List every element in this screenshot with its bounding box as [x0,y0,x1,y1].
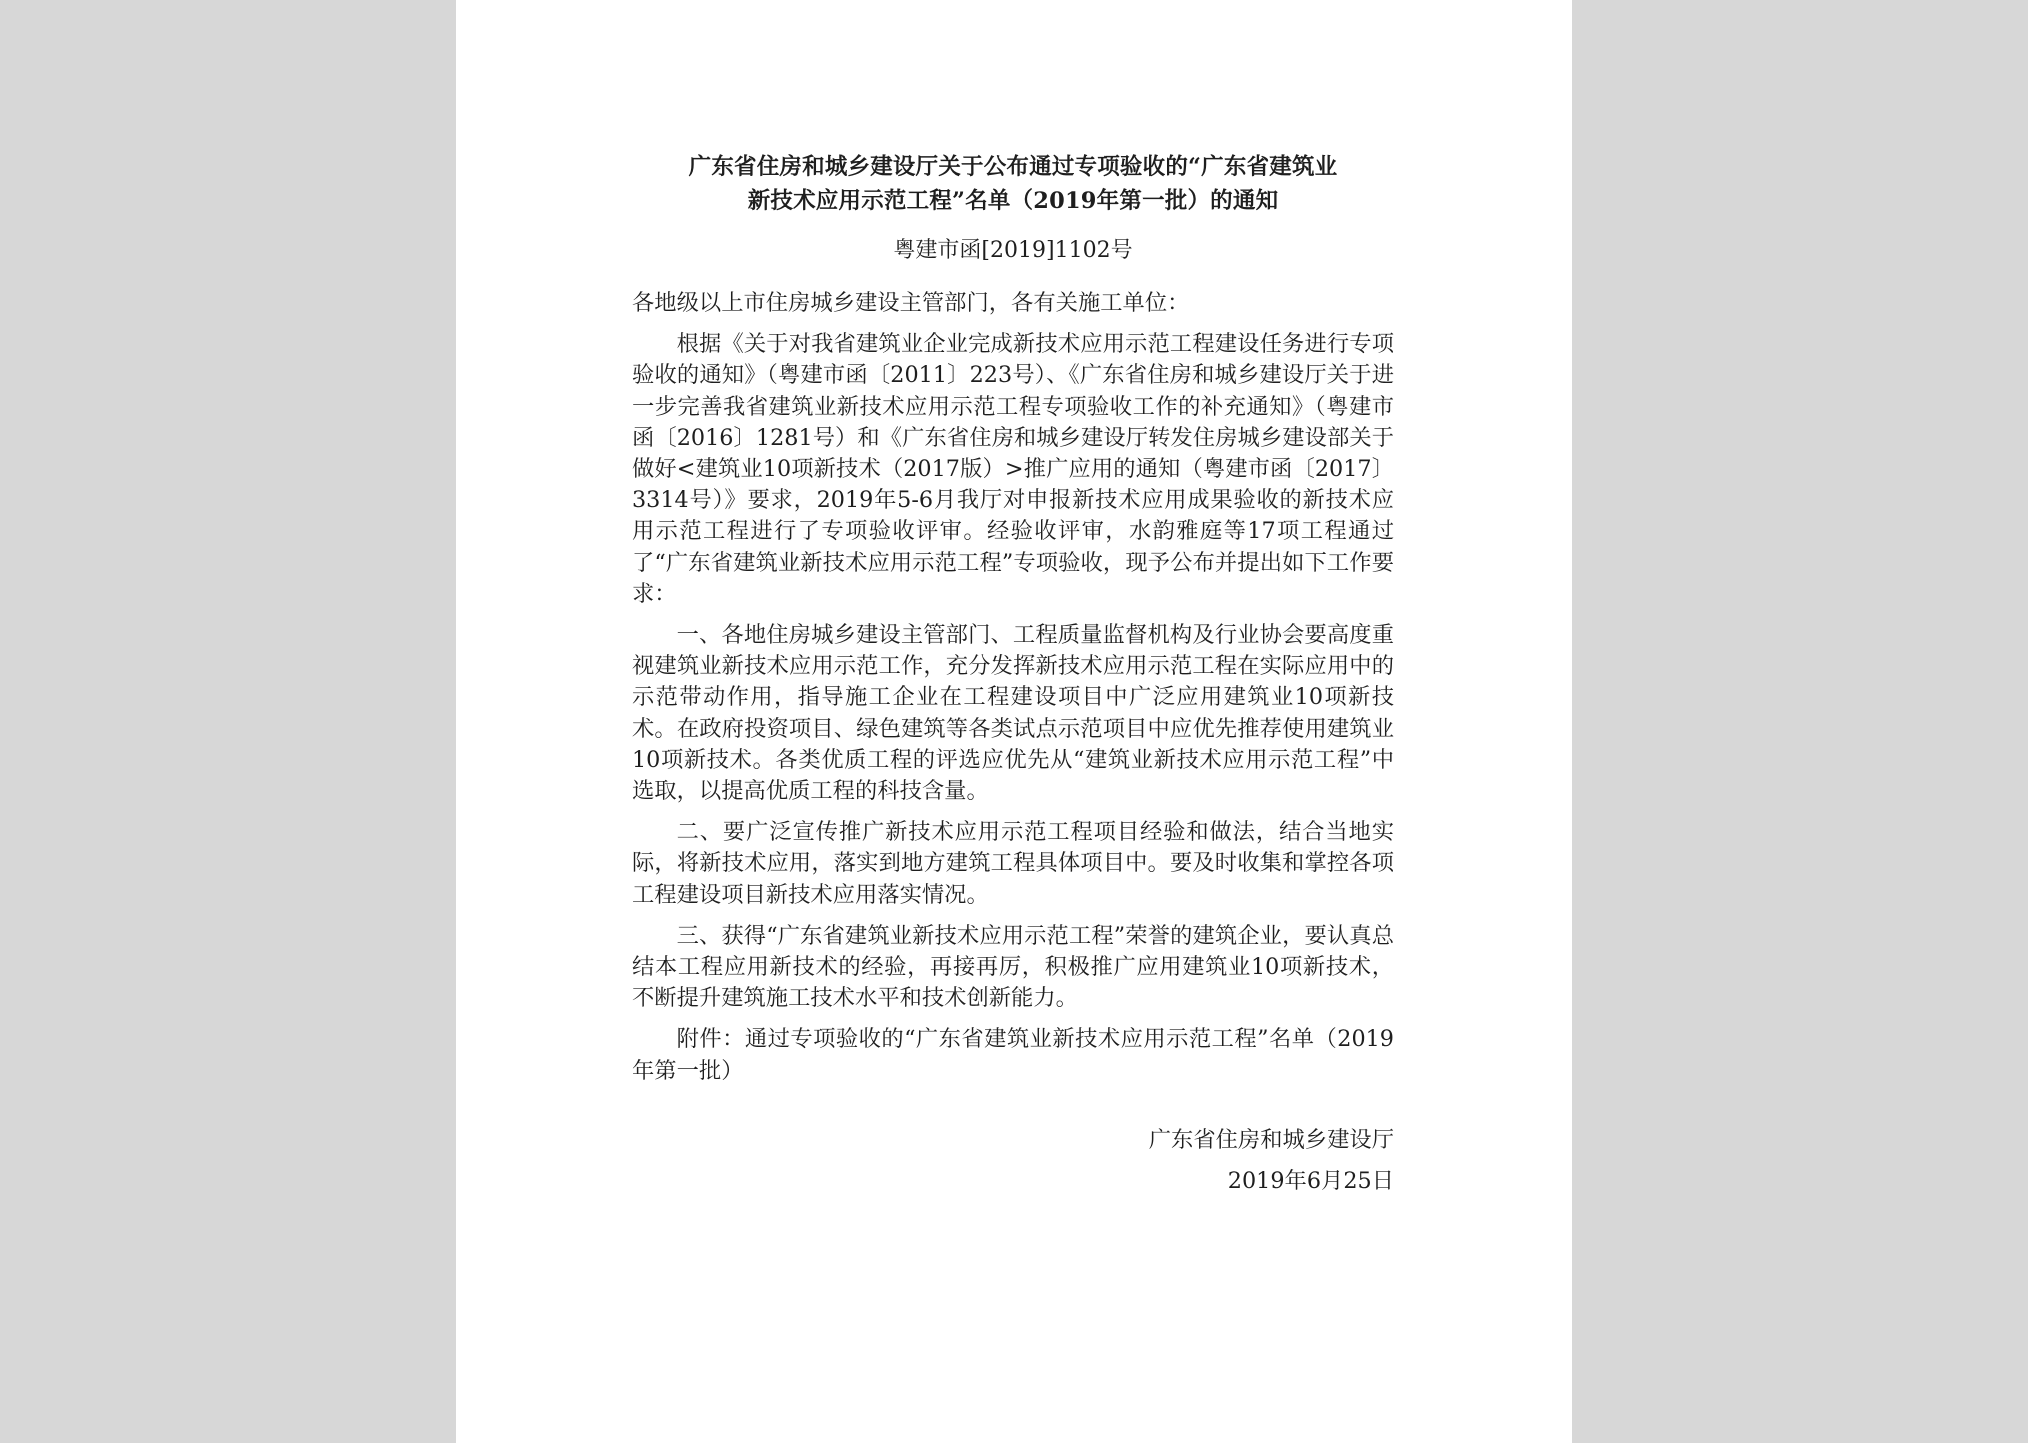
paragraph-requirement-2: 二、要广泛宣传推广新技术应用示范工程项目经验和做法，结合当地实际，将新技术应用，落实到地方建筑工程具体项目中。要及时收集和掌控各项工程建设项目新技术应用落实情况。 [632,819,1394,908]
title-line-1: 广东省住房和城乡建设厅关于公布通过专项验收的“广东省建筑业 [688,154,1338,180]
title-line-2: 新技术应用示范工程”名单（2019年第一批）的通知 [747,188,1279,214]
salutation: 各地级以上市住房城乡建设主管部门，各有关施工单位： [632,290,1190,316]
issue-date: 2019年6月25日 [1227,1167,1394,1194]
document-number: 粤建市函[2019]1102号 [893,238,1133,263]
document-content [632,150,1394,1197]
paragraph-attachment: 附件：通过专项验收的“广东省建筑业新技术应用示范工程”名单（2019年第一批） [632,1026,1394,1084]
paragraph-requirement-1: 一、各地住房城乡建设主管部门、工程质量监督机构及行业协会要高度重视建筑业新技术应用示范工作，充分发挥新技术应用示范工程在实际应用中的示范带动作用，指导施工企业在工程建设项目中广泛应用建筑业10项新技术。在政府投资项目、绿色建筑等各类试点示范项目中应优先推荐使用建筑业10项新技术。各类优质工程的评选应优先从“建筑业新技术应用示范工程”中选取，以提高优质工程的科技含量。 [632,622,1394,805]
paragraph-requirement-3: 三、获得“广东省建筑业新技术应用示范工程”荣誉的建筑企业，要认真总结本工程应用新技术的经验，再接再厉，积极推广应用建筑业10项新技术，不断提升建筑施工技术水平和技术创新能力。 [632,922,1394,1012]
issuer-signature: 广东省住房和城乡建设厅 [1148,1126,1394,1153]
paragraph-basis: 根据《关于对我省建筑业企业完成新技术应用示范工程建设任务进行专项验收的通知》（粤建市函〔2011〕223号）、《广东省住房和城乡建设厅关于进一步完善我省建筑业新技术应用示范工程专项验收工作的补充通知》（粤建市函〔2016〕1281号）和《广东省住房和城乡建设厅转发住房城乡建设部关于做好<建筑业10项新技术（2017版）>推广应用的通知（粤建市函〔2017〕3314号）》要求，2019年5-6月我厅对申报新技术应用成果验收的新技术应用示范工程进行了专项验收评审。经验收评审，水韵雅庭等17项工程通过了“广东省建筑业新技术应用示范工程”专项验收，现予公布并提出如下工作要求： [632,331,1394,607]
document-page [456,0,1572,1443]
document-title [632,150,1394,218]
